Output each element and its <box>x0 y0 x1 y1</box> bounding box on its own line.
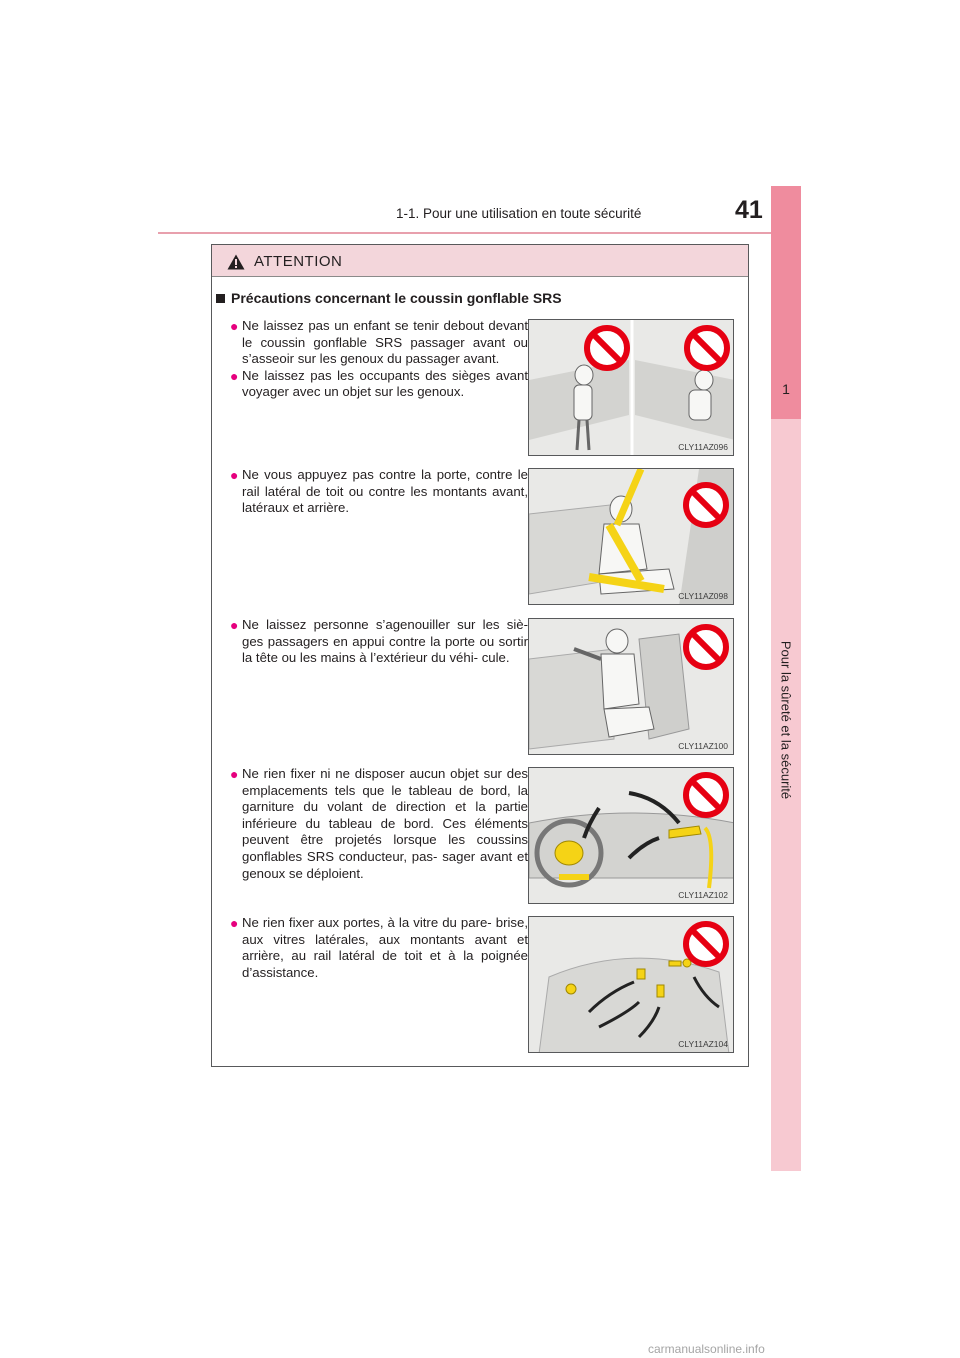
figure-illustration <box>529 469 734 605</box>
figure-illustration <box>529 619 734 755</box>
figure-dashboard-objects <box>528 767 734 904</box>
item-text: Ne laissez pas un enfant se tenir debout devant le coussin gonflable SRS passager avant ou s’asseoir sur les genoux du passager avant. <box>242 318 528 367</box>
warning-triangle-icon <box>227 254 245 270</box>
running-header: 1-1. Pour une utilisation en toute sécurité <box>396 206 642 221</box>
item-text: Ne vous appuyez pas contre la porte, contre le rail latéral de toit ou contre les montants avant, latéraux et arrière. <box>242 467 528 516</box>
item-text: Ne rien fixer aux portes, à la vitre du pare- brise, aux vitres latérales, aux montants avant et arrière, au rail latéral de toit et à la poignée d’assistance. <box>242 915 528 980</box>
figure-leaning-on-door <box>528 468 734 605</box>
figure-kneeling-on-seat <box>528 618 734 755</box>
caution-item-3 <box>230 617 528 667</box>
figure-illustration <box>529 917 734 1053</box>
caution-header <box>212 245 748 277</box>
bullet-icon: ● <box>230 367 239 384</box>
figure-code: CLY11AZ100 <box>678 741 728 751</box>
figure-illustration <box>529 768 734 904</box>
caution-item-5 <box>230 915 528 981</box>
caution-heading: ATTENTION <box>254 253 343 270</box>
figure-code: CLY11AZ102 <box>678 890 728 900</box>
figure-door-window-objects <box>528 916 734 1053</box>
header-rule <box>158 232 771 234</box>
watermark: carmanualsonline.info <box>648 1342 765 1356</box>
item-text: Ne rien fixer ni ne disposer aucun objet sur des emplacements tels que le tableau de bord, la garniture du volant de direction et la partie inférieure du tableau de bord. Ces éléments peuvent être projetés lorsque les coussins gonflables SRS conducteur, pas- sager avant et genoux se déploient. <box>242 766 528 881</box>
caution-box <box>211 244 749 1067</box>
section-title <box>216 290 562 306</box>
figure-illustration <box>529 320 734 456</box>
bullet-icon: ● <box>230 467 239 483</box>
figure-code: CLY11AZ104 <box>678 1039 728 1049</box>
figure-code: CLY11AZ098 <box>678 591 728 601</box>
caution-item-1 <box>230 318 528 401</box>
bullet-icon: ● <box>230 318 239 334</box>
item-text: Ne laissez pas les occupants des sièges avant voyager avec un objet sur les genoux. <box>242 367 528 400</box>
chapter-number-tab <box>771 186 801 419</box>
chapter-label: Pour la sûreté et la sécurité <box>778 640 794 800</box>
chapter-number: 1 <box>782 381 790 397</box>
page-number: 41 <box>735 196 763 224</box>
item-text: Ne laissez personne s’agenouiller sur les siè- ges passagers en appui contre la porte ou sortir la tête ou les mains à l’extérieur du véhi- cule. <box>242 617 528 666</box>
bullet-icon: ● <box>230 915 239 931</box>
caution-item-4 <box>230 766 528 882</box>
caution-item-2 <box>230 467 528 517</box>
square-bullet-icon <box>216 294 225 303</box>
section-title-text: Précautions concernant le coussin gonflable SRS <box>231 290 562 306</box>
figure-code: CLY11AZ096 <box>678 442 728 452</box>
figure-child-standing <box>528 319 734 456</box>
bullet-icon: ● <box>230 766 239 782</box>
bullet-icon: ● <box>230 617 239 633</box>
